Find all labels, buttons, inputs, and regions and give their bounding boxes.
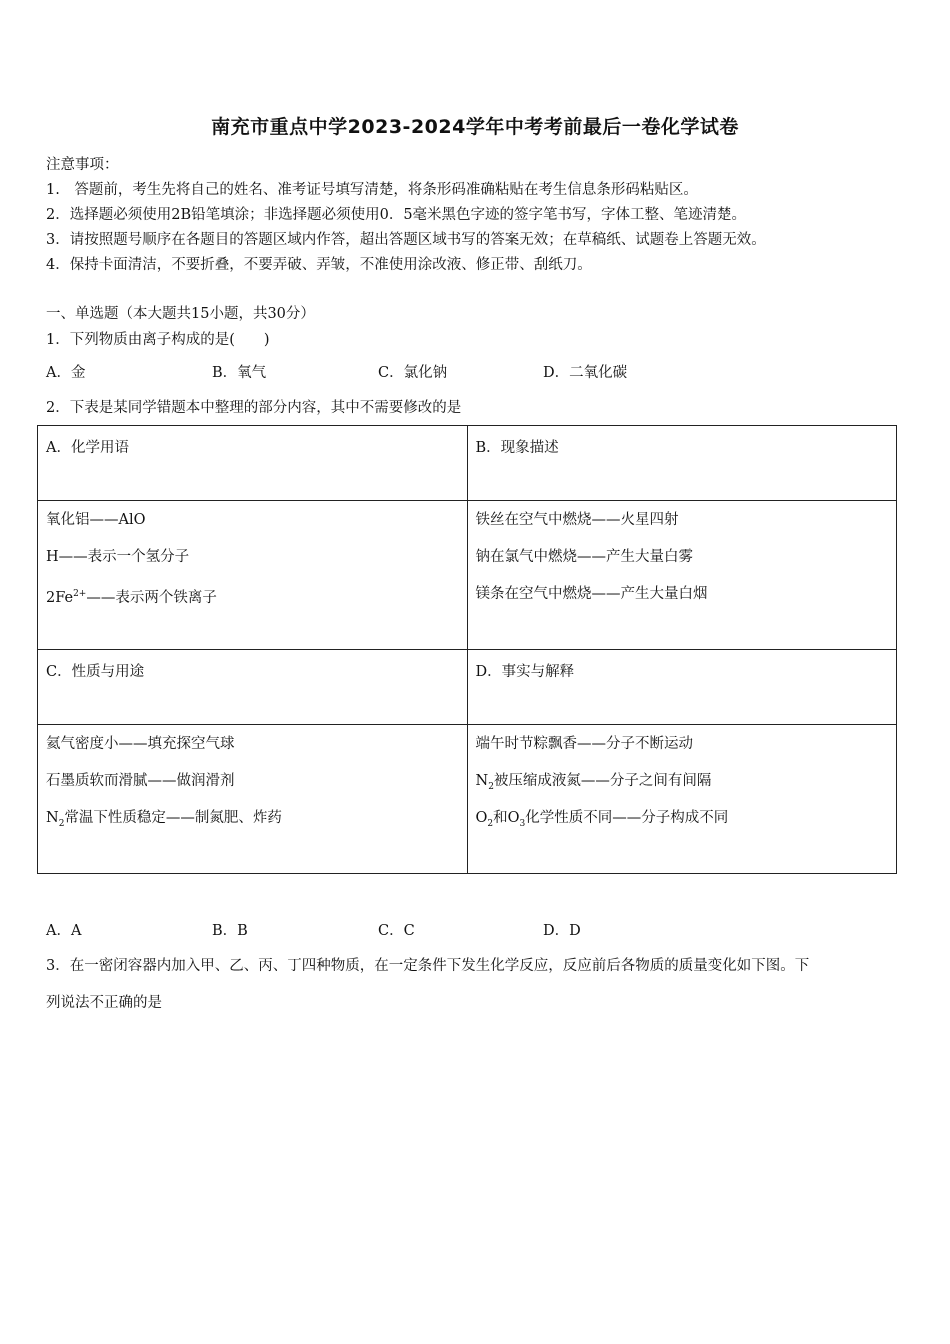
b-head-text: B．现象描述: [475, 440, 559, 456]
cell-c-head: [38, 650, 468, 725]
c-body-line-1: 氦气密度小——填充探空气球: [46, 736, 235, 752]
cell-d-head: [467, 650, 897, 725]
b-body-line-3: 镁条在空气中燃烧——产生大量白烟: [475, 586, 708, 602]
cell-b-head: [467, 426, 897, 501]
c-head-text: C．性质与用途: [46, 664, 145, 680]
question-2-table: [37, 425, 897, 874]
o3-subscript: 3: [519, 818, 526, 829]
question-2-options: [46, 919, 846, 939]
d-body-line-3-text: 化学性质不同——分子构成不同: [525, 810, 729, 826]
q2-option-c[interactable]: C．C: [378, 923, 415, 939]
q1-option-a[interactable]: A．金: [46, 365, 86, 381]
d-head-text: D．事实与解释: [475, 664, 575, 680]
cell-a-head: [38, 426, 468, 501]
q1-option-b[interactable]: B．氧气: [212, 365, 267, 381]
ion-formula: 2Fe: [46, 589, 74, 606]
d-body-line-2: [476, 772, 889, 809]
n2-formula: N: [46, 810, 59, 826]
a-head-text: A．化学用语: [46, 440, 129, 456]
a-body-line-2: H——表示一个氢分子: [46, 549, 190, 565]
section-heading: 一、单选题（本大题共15小题，共30分）: [46, 306, 315, 322]
d-body-line-1: 端午时节粽飘香——分子不断运动: [475, 736, 693, 752]
question-1-options: [46, 361, 846, 381]
cell-b-body: [467, 501, 897, 650]
cell-a-body: [38, 501, 468, 650]
notice-heading: 注意事项：: [46, 157, 119, 173]
b-body-line-2: 钠在氯气中燃烧——产生大量白雾: [475, 549, 693, 565]
notice-item-3: 3．请按照题号顺序在各题目的答题区域内作答，超出答题区域书写的答案无效；在草稿纸、试题卷上答题无效。: [46, 232, 766, 248]
page-title: 南充市重点中学2023-2024学年中考考前最后一卷化学试卷: [211, 116, 739, 138]
question-2-stem: 2．下表是某同学错题本中整理的部分内容，其中不需要修改的是: [46, 400, 462, 416]
question-3-stem-line-1: 3．在一密闭容器内加入甲、乙、丙、丁四种物质，在一定条件下发生化学反应，反应前后各物质的质量变化如下图。下: [46, 958, 810, 974]
q1-option-d[interactable]: D．二氧化碳: [543, 365, 628, 381]
and-o3: 和O: [493, 810, 520, 826]
n2-formula-d: N: [475, 773, 489, 789]
d-body-line-2-text: 被压缩成液氮——分子之间有间隔: [493, 773, 712, 789]
a-body-line-1: 氧化铝——AlO: [46, 512, 146, 528]
q2-option-d[interactable]: D．D: [543, 923, 581, 939]
c-body-line-2: 石墨质软而滑腻——做润滑剂: [46, 773, 235, 789]
n2-subscript: 2: [58, 818, 65, 829]
a-body-line-3: [46, 585, 459, 622]
o2-subscript: 2: [487, 818, 494, 829]
n2-subscript-d: 2: [488, 781, 494, 792]
cell-d-body: [467, 725, 897, 874]
notice-item-2: 2．选择题必须使用2B铅笔填涂；非选择题必须使用0．5毫米黑色字迹的签字笔书写，字体工整、笔迹清楚。: [46, 207, 747, 223]
q2-option-b[interactable]: B．B: [212, 923, 248, 939]
ion-charge: 2+: [73, 589, 87, 599]
b-body-line-1: 铁丝在空气中燃烧——火星四射: [475, 512, 679, 528]
q1-option-c[interactable]: C．氯化钠: [378, 365, 448, 381]
o2-formula: O: [475, 810, 488, 826]
q2-option-a[interactable]: A．A: [46, 923, 82, 939]
a-body-line-3-text: ——表示两个铁离子: [86, 589, 217, 606]
notice-item-4: 4．保持卡面清洁，不要折叠，不要弄破、弄皱，不准使用涂改液、修正带、刮纸刀。: [46, 257, 592, 273]
notice-item-1: 1. 答题前，考生先将自己的姓名、准考证号填写清楚，将条形码准确粘贴在考生信息条形码粘贴区。: [46, 182, 698, 198]
question-3-stem-line-2: 列说法不正确的是: [46, 995, 162, 1011]
question-1-stem: 1．下列物质由离子构成的是( ): [46, 332, 270, 348]
c-body-line-3-text: 常温下性质稳定——制氮肥、炸药: [64, 810, 282, 826]
d-body-line-3: [476, 809, 889, 846]
cell-c-body: [38, 725, 468, 874]
c-body-line-3: [46, 809, 459, 846]
